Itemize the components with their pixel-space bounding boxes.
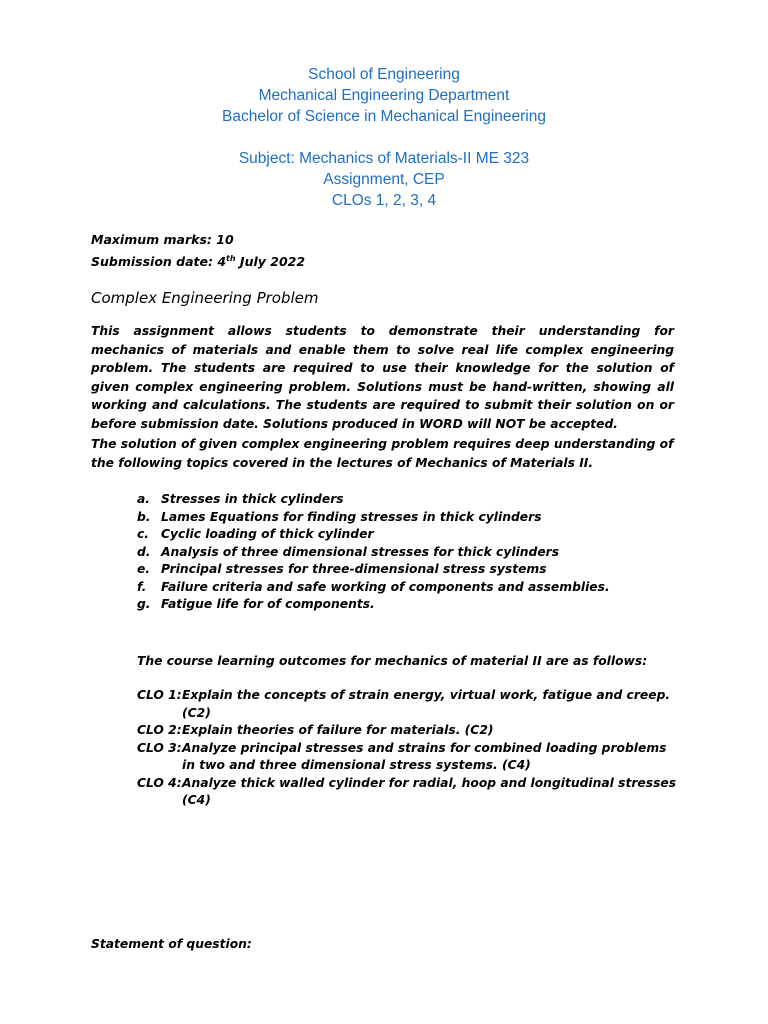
list-item: b. Lames Equations for finding stresses in thick cylinders (137, 509, 542, 524)
department-name: Mechanical Engineering Department (258, 87, 510, 104)
clo-item: CLO 1: Explain the concepts of strain energy, virtual work, fatigue and creep. (C2) (137, 688, 671, 720)
topics-list (137, 491, 610, 614)
list-item: c. Cyclic loading of thick cylinder (137, 527, 374, 541)
list-item: f. Failure criteria and safe working of components and assemblies. (137, 579, 610, 594)
assignment-meta (91, 230, 305, 271)
assignment-line: Assignment, CEP (323, 171, 445, 188)
program-name: Bachelor of Science in Mechanical Engineering (222, 108, 546, 125)
topics-intro-paragraph: The solution of given complex engineering problem requires deep understanding of the following topics covered in the lectures of Mechanics of Materials II. (91, 437, 674, 470)
section-title: Complex Engineering Problem (91, 289, 319, 307)
intro-paragraph: This assignment allows students to demonstrate their understanding for mechanics of materials and enable them to solve real life complex engineering problem. The students are required to use their knowledge for the solution of given complex engineering problem. Solutions must be hand-written, showing all working and calculations. The students are required to submit their solution on or before submission date. Solutions produced in WORD will NOT be accepted. (91, 324, 674, 431)
clo-item: CLO 2: Explain theories of failure for materials. (C2) (137, 723, 494, 737)
statement-heading: Statement of question: (91, 937, 252, 951)
list-item: a. Stresses in thick cylinders (137, 492, 344, 506)
clo-intro: The course learning outcomes for mechanics of material II are as follows: (137, 654, 648, 668)
submission-date: Submission date: 4th July 2022 (91, 254, 306, 270)
clo-list (137, 687, 677, 810)
list-item: e. Principal stresses for three-dimensional stress systems (137, 562, 547, 576)
clos-line: CLOs 1, 2, 3, 4 (331, 192, 437, 209)
list-item: g. Fatigue life for of components. (137, 597, 375, 611)
subject-line: Subject: Mechanics of Materials-II ME 323 (238, 150, 530, 167)
clo-item: CLO 3: Analyze principal stresses and strains for combined loading problems in two and three dimensional stress systems. (C4) (137, 740, 667, 772)
list-item: d. Analysis of three dimensional stresses for thick cylinders (137, 544, 560, 559)
clo-item: CLO 4: Analyze thick walled cylinder for radial, hoop and longitudinal stresses (C4) (137, 775, 677, 807)
school-name: School of Engineering (308, 66, 460, 83)
max-marks: Maximum marks: 10 (91, 232, 234, 247)
document-header (0, 64, 768, 211)
